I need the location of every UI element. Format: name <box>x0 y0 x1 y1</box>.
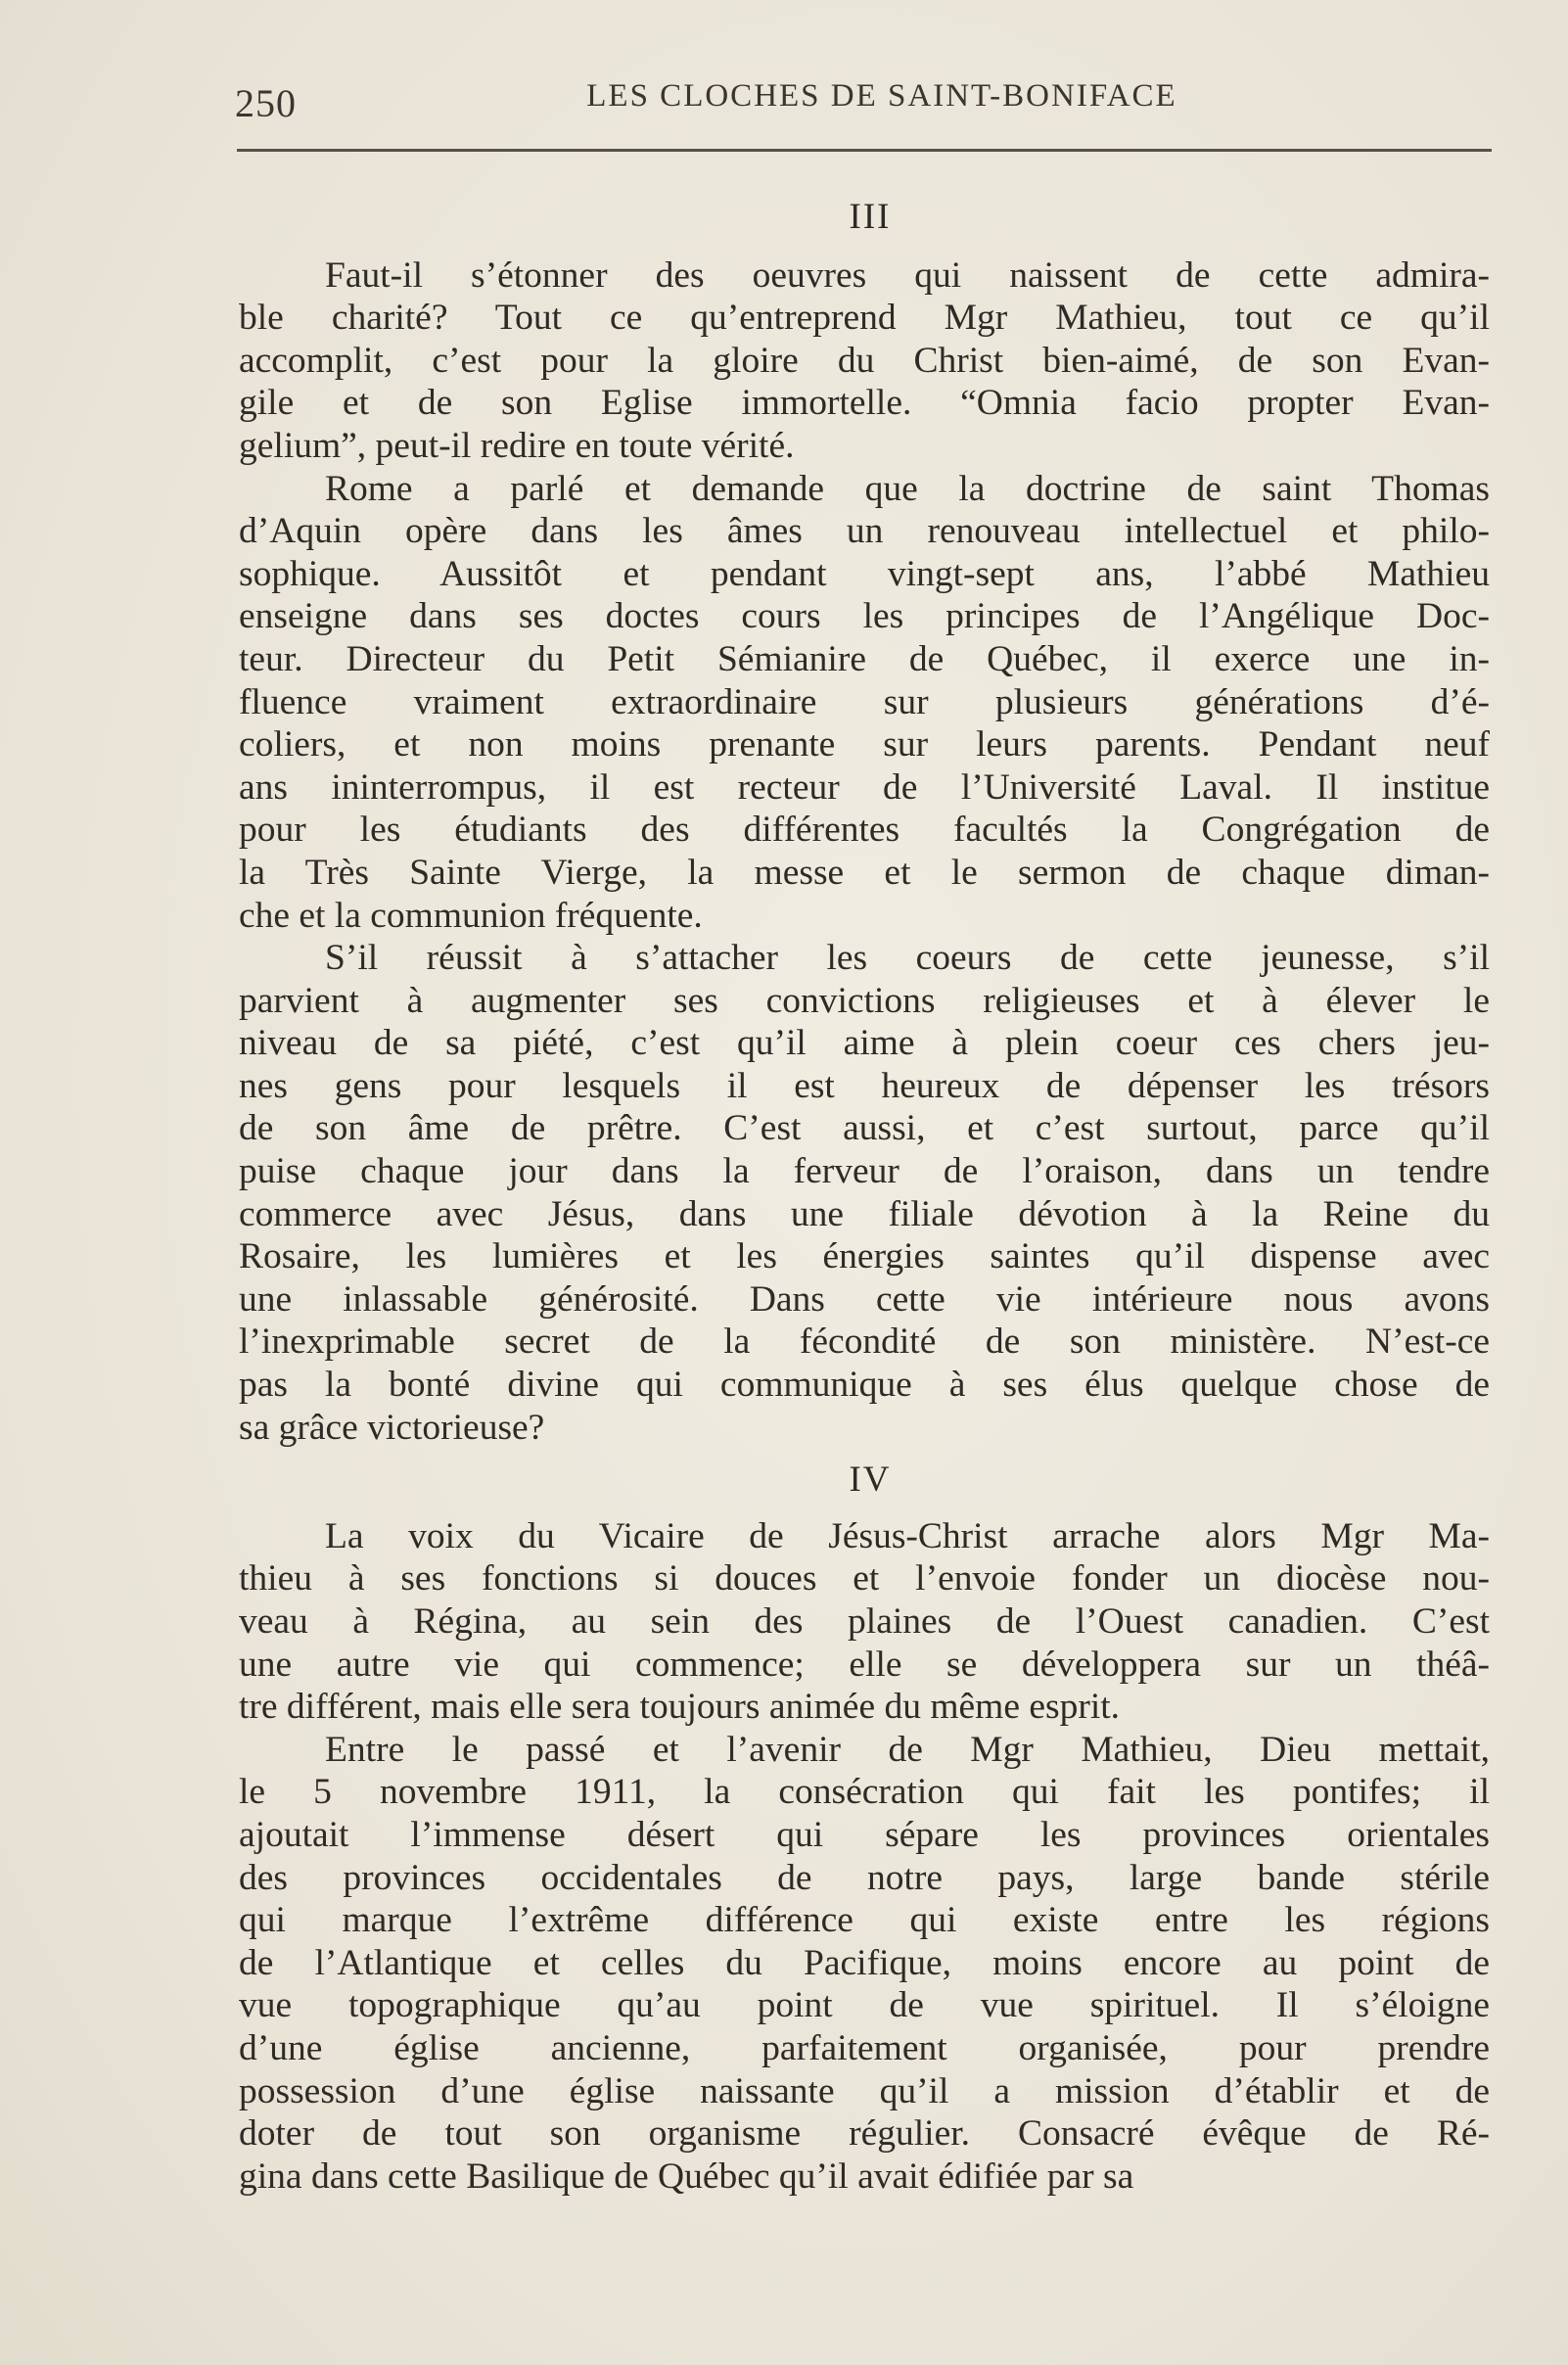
text-line: parvient à augmenter ses convictions religieuses et à élever le <box>239 980 1490 1021</box>
text-line: le 5 novembre 1911, la consécration qui fait les pontifes; il <box>239 1772 1490 1813</box>
text-line: ble charité? Tout ce qu’entreprend Mgr Mathieu, tout ce qu’il <box>239 298 1490 339</box>
text-line: gina dans cette Basilique de Québec qu’il avait édifiée par sa <box>239 2156 1134 2197</box>
section-iv-text <box>239 1515 1490 2199</box>
page-body <box>239 196 1490 2198</box>
text-line: ans ininterrompus, il est recteur de l’Université Laval. Il institue <box>239 766 1490 808</box>
text-line: Rome a parlé et demande que la doctrine de saint Thomas <box>325 468 1490 509</box>
text-line: che et la communion fréquente. <box>239 895 703 936</box>
text-line: fluence vraiment extraordinaire sur plusieurs générations d’é- <box>239 681 1490 722</box>
paragraph <box>239 937 1490 1449</box>
page-number: 250 <box>235 81 297 125</box>
page-header <box>235 70 1490 129</box>
text-line: S’il réussit à s’attacher les coeurs de cette jeunesse, s’il <box>325 938 1490 979</box>
text-line: accomplit, c’est pour la gloire du Christ bien-aimé, de son Evan- <box>239 340 1490 381</box>
text-line: thieu à ses fonctions si douces et l’envoie fonder un diocèse nou- <box>239 1558 1490 1600</box>
text-line: d’Aquin opère dans les âmes un renouveau intellectuel et philo- <box>239 511 1490 552</box>
paragraph <box>239 1729 1490 2199</box>
text-line: sophique. Aussitôt et pendant vingt-sept ans, l’abbé Mathieu <box>239 553 1490 594</box>
header-rule <box>237 149 1492 152</box>
text-line: une autre vie qui commence; elle se développera sur un théâ- <box>239 1644 1490 1685</box>
text-line: niveau de sa piété, c’est qu’il aime à plein coeur ces chers jeu- <box>239 1023 1490 1064</box>
text-line: d’une église ancienne, parfaitement organisée, pour prendre <box>239 2027 1490 2068</box>
text-line: Rosaire, les lumières et les énergies saintes qu’il dispense avec <box>239 1236 1490 1277</box>
section-heading-iv: IV <box>849 1460 892 1501</box>
text-line: des provinces occidentales de notre pays, large bande stérile <box>239 1857 1490 1898</box>
section-heading-iii: III <box>849 197 892 237</box>
text-line: doter de tout son organisme régulier. Consacré évêque de Ré- <box>239 2113 1490 2155</box>
text-line: gelium”, peut-il redire en toute vérité. <box>239 425 795 466</box>
text-line: gile et de son Eglise immortelle. “Omnia facio propter Evan- <box>239 383 1490 424</box>
text-line: pour les étudiants des différentes facultés la Congrégation de <box>239 810 1490 851</box>
text-line: teur. Directeur du Petit Sémianire de Québec, il exerce une in- <box>239 638 1490 679</box>
text-line: sa grâce victorieuse? <box>239 1407 545 1448</box>
text-line: de l’Atlantique et celles du Pacifique, moins encore au point de <box>239 1942 1490 1983</box>
paragraph <box>239 255 1490 468</box>
text-line: tre différent, mais elle sera toujours animée du même esprit. <box>239 1687 1121 1728</box>
text-line: veau à Régina, au sein des plaines de l’Ouest canadien. C’est <box>239 1601 1490 1642</box>
text-line: Faut-il s’étonner des oeuvres qui naissent de cette admira- <box>325 255 1490 296</box>
text-line: de son âme de prêtre. C’est aussi, et c’est surtout, parce qu’il <box>239 1108 1490 1149</box>
text-line: vue topographique qu’au point de vue spirituel. Il s’éloigne <box>239 1985 1490 2026</box>
text-line: coliers, et non moins prenante sur leurs parents. Pendant neuf <box>239 724 1490 765</box>
paragraph <box>239 468 1490 938</box>
text-line: La voix du Vicaire de Jésus-Christ arrache alors Mgr Ma- <box>325 1515 1490 1556</box>
running-title: LES CLOCHES DE SAINT-BONIFACE <box>586 78 1177 114</box>
text-line: la Très Sainte Vierge, la messe et le sermon de chaque diman- <box>239 852 1490 893</box>
text-line: qui marque l’extrême différence qui existe entre les régions <box>239 1900 1490 1941</box>
text-line: commerce avec Jésus, dans une filiale dévotion à la Reine du <box>239 1193 1490 1234</box>
text-line: pas la bonté divine qui communique à ses élus quelque chose de <box>239 1365 1490 1406</box>
text-line: ajoutait l’immense désert qui sépare les provinces orientales <box>239 1814 1490 1855</box>
text-line: possession d’une église naissante qu’il a mission d’établir et de <box>239 2070 1490 2111</box>
text-line: une inlassable générosité. Dans cette vie intérieure nous avons <box>239 1278 1490 1320</box>
paragraph <box>239 1515 1490 1729</box>
text-line: enseigne dans ses doctes cours les principes de l’Angélique Doc- <box>239 596 1490 637</box>
text-line: l’inexprimable secret de la fécondité de son ministère. N’est-ce <box>239 1322 1490 1363</box>
text-line: Entre le passé et l’avenir de Mgr Mathieu, Dieu mettait, <box>325 1729 1490 1770</box>
text-line: puise chaque jour dans la ferveur de l’oraison, dans un tendre <box>239 1151 1490 1192</box>
text-line: nes gens pour lesquels il est heureux de dépenser les trésors <box>239 1065 1490 1106</box>
section-iii-text <box>239 255 1490 1450</box>
